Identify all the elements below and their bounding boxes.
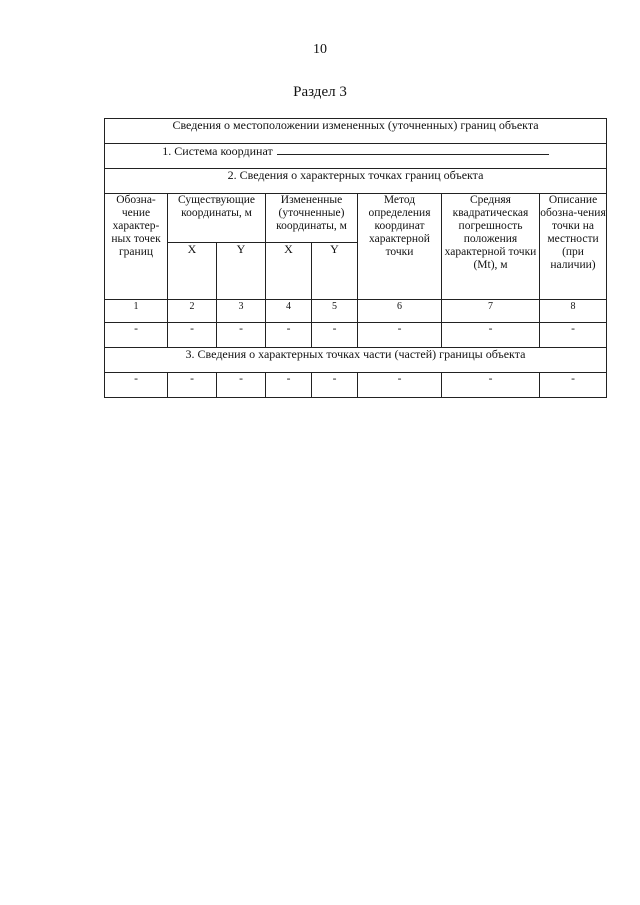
table-cell: -	[442, 373, 540, 398]
table-cell: -	[358, 323, 442, 348]
table-cell: -	[312, 373, 358, 398]
column-number: 6	[358, 300, 442, 323]
section3-values-row	[105, 373, 607, 398]
table-cell: -	[358, 373, 442, 398]
table-cell: -	[266, 373, 312, 398]
header-changed-x: X	[266, 243, 312, 300]
table-cell: -	[540, 323, 607, 348]
column-number: 5	[312, 300, 358, 323]
table-cell: -	[168, 373, 217, 398]
header-existing-x: X	[168, 243, 217, 300]
header-method: Метод определения координат характерной точки	[358, 194, 442, 300]
section2-values-row	[105, 323, 607, 348]
column-number: 7	[442, 300, 540, 323]
column-number: 2	[168, 300, 217, 323]
table-cell: -	[540, 373, 607, 398]
header-changed-coords: Измененные (уточненные) координаты, м	[266, 194, 358, 243]
header-designation: Обозна-чение характер-ных точек границ	[105, 194, 168, 300]
table-title: Сведения о местоположении измененных (уточненных) границ объекта	[105, 119, 607, 144]
table-cell: -	[266, 323, 312, 348]
column-number: 1	[105, 300, 168, 323]
section-title: Раздел 3	[293, 84, 347, 100]
coordinate-system-blank-line	[277, 144, 549, 155]
header-changed-y: Y	[312, 243, 358, 300]
table-cell: -	[217, 323, 266, 348]
section2-title: 2. Сведения о характерных точках границ объекта	[105, 169, 607, 194]
coordinate-system-row	[105, 144, 607, 169]
header-error: Средняя квадратическая погрешность положения характерной точки (Mt), м	[442, 194, 540, 300]
column-number: 8	[540, 300, 607, 323]
header-description: Описание обозна-чения точки на местности (при наличии)	[540, 194, 607, 300]
section3-title: 3. Сведения о характерных точках части (частей) границы объекта	[105, 348, 607, 373]
table-cell: -	[105, 373, 168, 398]
boundary-points-table	[104, 118, 607, 398]
table-cell: -	[312, 323, 358, 348]
header-existing-y: Y	[217, 243, 266, 300]
column-numbers-row	[105, 300, 607, 323]
table-cell: -	[168, 323, 217, 348]
page-number: 10	[313, 42, 327, 57]
column-number: 4	[266, 300, 312, 323]
table-cell: -	[105, 323, 168, 348]
coordinate-system-label: 1. Система координат	[162, 144, 273, 158]
column-number: 3	[217, 300, 266, 323]
header-existing-coords: Существующие координаты, м	[168, 194, 266, 243]
table-cell: -	[442, 323, 540, 348]
table-cell: -	[217, 373, 266, 398]
